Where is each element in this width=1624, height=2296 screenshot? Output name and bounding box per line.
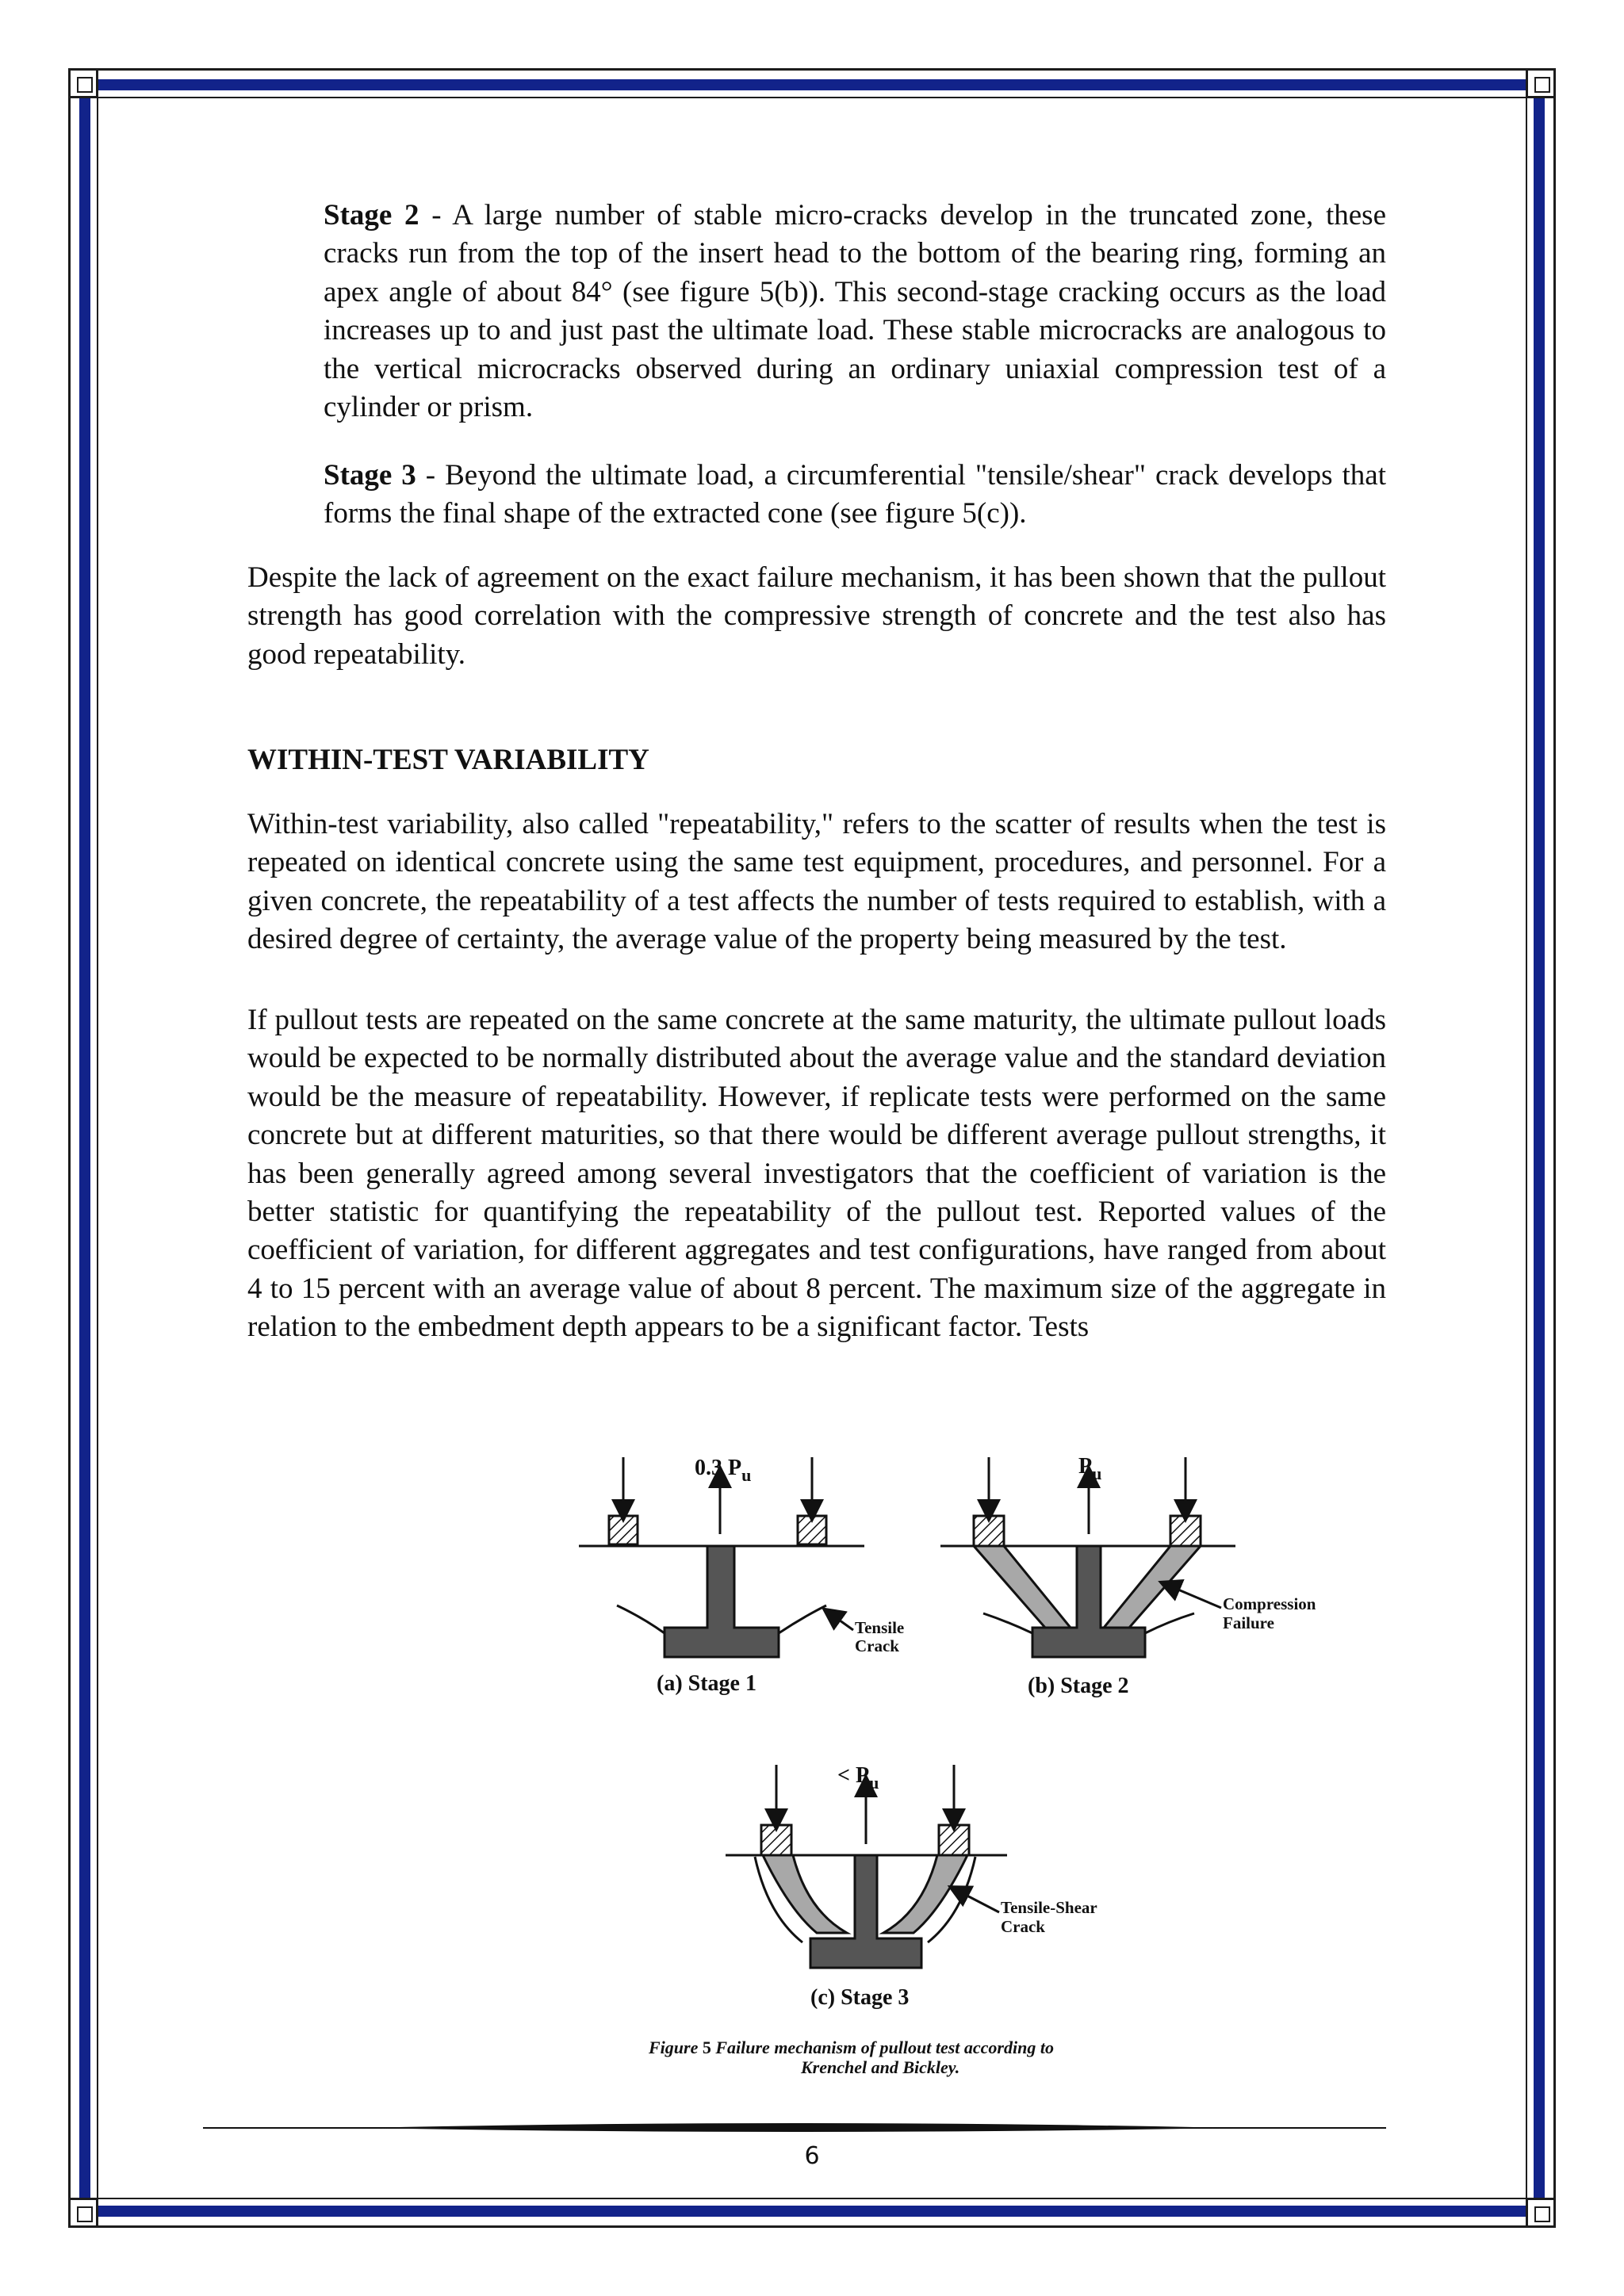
stage2-caption: (b) Stage 2 bbox=[1028, 1674, 1129, 1698]
page-number: 6 bbox=[804, 2142, 820, 2170]
stage2-diagram bbox=[940, 1454, 1316, 1698]
stage1-crack-label-2: Crack bbox=[855, 1636, 899, 1655]
stage3-paragraph bbox=[324, 457, 1386, 534]
frame-corner-ornament bbox=[1526, 2198, 1556, 2228]
stage3-crack-label-2: Crack bbox=[1001, 1917, 1045, 1936]
stage2-failure-label-2: Failure bbox=[1223, 1613, 1274, 1632]
section-heading: WITHIN-TEST VARIABILITY bbox=[247, 744, 649, 776]
stage2-bearing-right bbox=[1170, 1516, 1201, 1546]
stage2-bearing-left bbox=[974, 1516, 1004, 1546]
stage1-caption: (a) Stage 1 bbox=[657, 1671, 756, 1696]
stage1-diagram bbox=[579, 1456, 904, 1696]
figure-5-failure-mechanism bbox=[555, 1443, 1348, 2093]
stage2-label: Stage 2 bbox=[324, 199, 419, 232]
stage1-crack-label-1: Tensile bbox=[855, 1618, 905, 1637]
frame-corner-ornament bbox=[1526, 68, 1556, 98]
stage2-paragraph bbox=[324, 197, 1386, 427]
within-test-paragraph-1: Within-test variability, also called "repeatability," refers to the scatter of results when the test is repeated on identical concrete using the same test equipment, procedures, and personnel. For a given concrete, the repeatability of a test affects the number of tests required to establish, with a desired degree of certainty, the average value of the property being measured by the test. bbox=[247, 808, 1386, 956]
stage2-load-label: $P_u$ bbox=[1078, 1454, 1102, 1483]
stage2-failure-label-1: Compression bbox=[1223, 1594, 1316, 1613]
footer-divider bbox=[203, 2118, 1386, 2137]
stage1-insert bbox=[665, 1546, 779, 1657]
frame-corner-ornament bbox=[68, 2198, 98, 2228]
stage3-label: Stage 3 bbox=[324, 459, 416, 492]
despite-paragraph: Despite the lack of agreement on the exact failure mechanism, it has been shown that the pullout strength has good correlation with the compressive strength of concrete and the test also has good repeatability. bbox=[247, 561, 1386, 671]
frame-corner-ornament bbox=[68, 68, 98, 98]
figure-caption-line-1: Figure 5 Failure mechanism of pullout test according to bbox=[649, 2038, 1054, 2057]
stage3-load-label: < $P_u$ bbox=[837, 1763, 879, 1793]
stage3-insert bbox=[810, 1855, 921, 1968]
figure-caption-line-2: Krenchel and Bickley. bbox=[801, 2057, 960, 2077]
stage3-caption: (c) Stage 3 bbox=[810, 1985, 910, 2010]
stage1-bearing-left bbox=[609, 1516, 638, 1544]
stage3-cone-left bbox=[763, 1855, 847, 1933]
within-test-paragraph-2: If pullout tests are repeated on the same concrete at the same maturity, the ultimate pullout loads would be expected to be normally distributed about the average value and the standard deviation would be the measure of repeatability. However, if replicate tests were performed on the same concrete but at different maturities, so that there would be different average pullout strengths, it has been generally agreed among several investigators that the coefficient of variation is the better statistic for quantifying the repeatability of the pullout test. Reported values of the coefficient of variation, for different aggregates and test configurations, have ranged from about 4 to 15 percent with an average value of about 8 percent. The maximum size of the aggregate in relation to the embedment depth appears to be a significant factor. Tests bbox=[247, 1004, 1386, 1344]
stage2-text: - A large number of stable micro-cracks develop in the truncated zone, these cracks run from the top of the insert head to the bottom of the bearing ring, forming an apex angle of about 84° (see figure 5(b)). This second-stage cracking occurs as the load increases up to and just past the ultimate load. These stable microcracks are analogous to the vertical microcracks observed during an ordinary uniaxial compression test of a cylinder or prism. bbox=[324, 199, 1386, 424]
stage1-bearing-right bbox=[798, 1516, 826, 1544]
stage3-text: - Beyond the ultimate load, a circumferential "tensile/shear" crack develops that forms the final shape of the extracted cone (see figure 5(c)). bbox=[324, 459, 1387, 530]
stage1-load-label: 0.3 $P_u$ bbox=[695, 1456, 752, 1485]
stage3-bearing-left bbox=[761, 1825, 791, 1855]
stage3-cone-right bbox=[883, 1855, 967, 1933]
stage3-diagram bbox=[726, 1763, 1097, 2010]
stage3-bearing-right bbox=[939, 1825, 969, 1855]
stage3-crack-label-1: Tensile-Shear bbox=[1001, 1898, 1097, 1917]
